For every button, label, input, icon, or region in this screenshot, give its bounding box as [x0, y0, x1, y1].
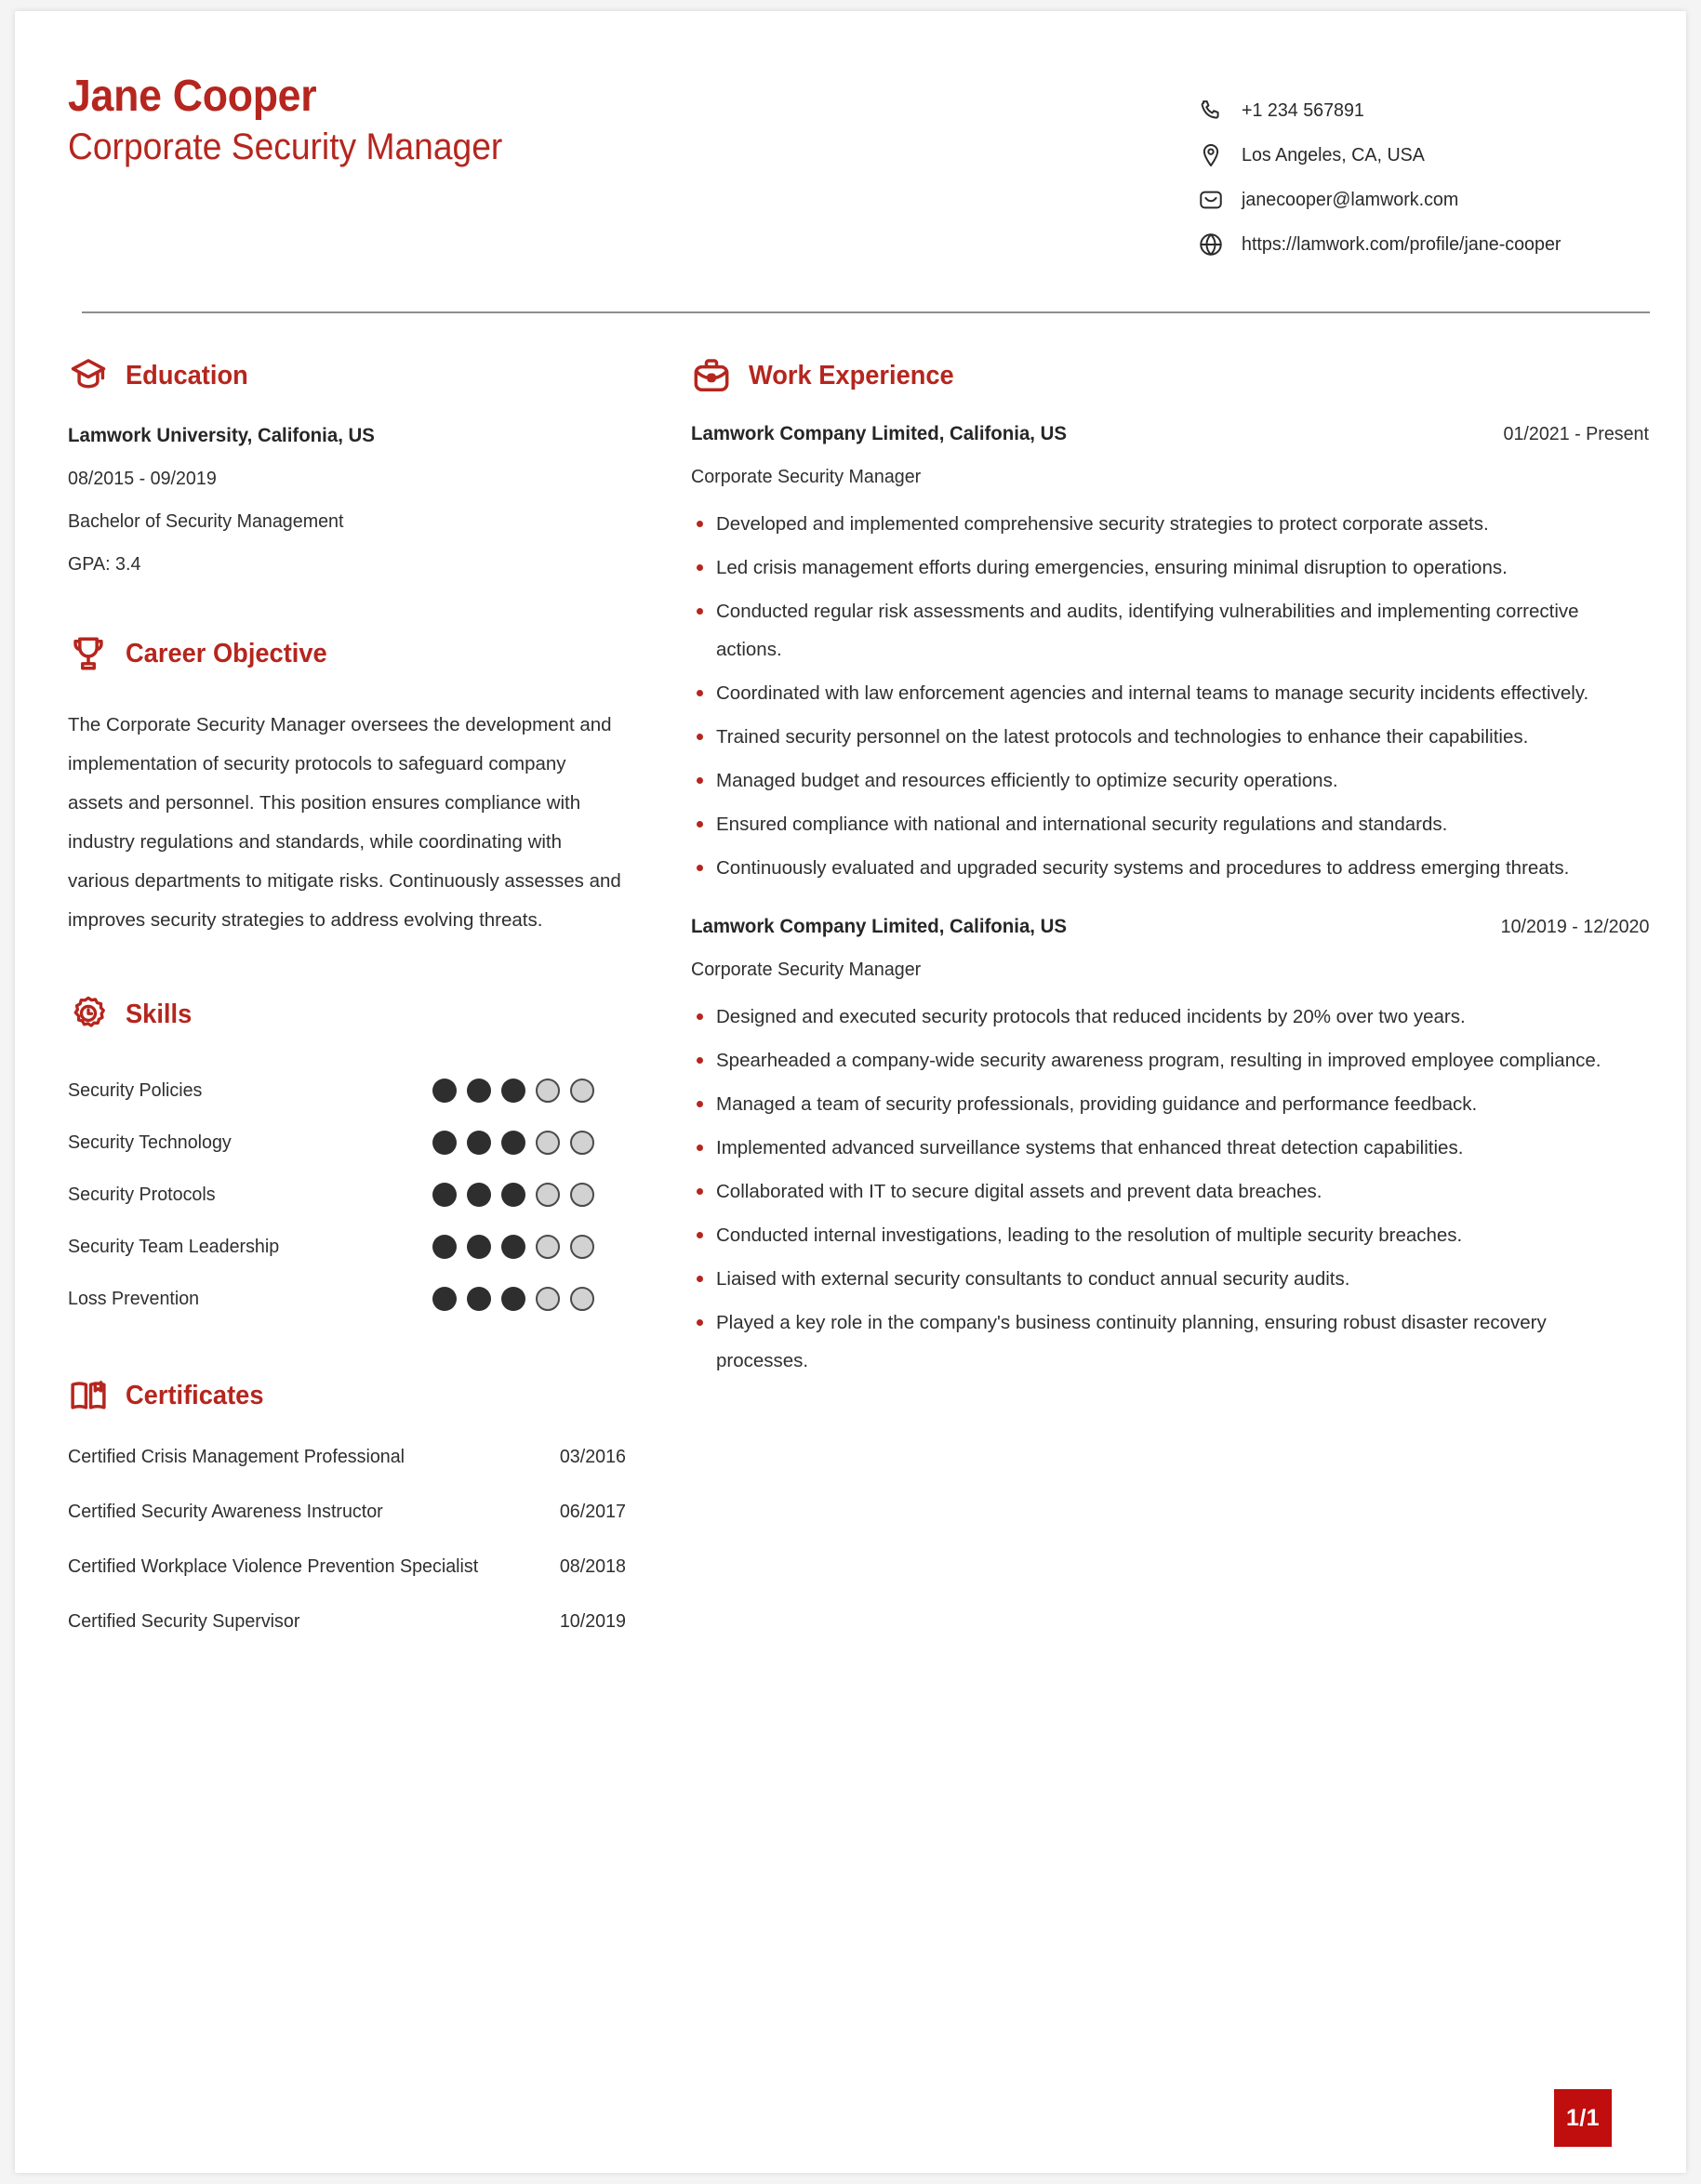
experience-bullet: Liaised with external security consultants to conduct annual security audits. [691, 1260, 1630, 1298]
experience-company: Lamwork Company Limited, Califonia, US [691, 422, 1068, 444]
section-objective-header [68, 631, 645, 676]
skill-name: Security Protocols [68, 1184, 216, 1206]
contact-email-text: janecooper@lamwork.com [1242, 189, 1459, 210]
certificates-list [68, 1446, 645, 1665]
contact-phone[interactable] [1198, 97, 1575, 125]
skill-rating [432, 1235, 594, 1259]
skill-rating [432, 1131, 594, 1155]
education-entry [68, 424, 645, 576]
experience-bullet: Coordinated with law enforcement agencies and internal teams to manage security incidents effectively. [691, 674, 1630, 712]
rating-dot-empty [536, 1131, 560, 1155]
rating-dot-filled [432, 1183, 457, 1207]
experience-bullet: Led crisis management efforts during emergencies, ensuring minimal disruption to operations. [691, 549, 1630, 587]
section-experience-title: Work Experience [749, 360, 954, 390]
header-job-title: Corporate Security Manager [68, 126, 503, 167]
experience-entry-header [691, 422, 1649, 445]
globe-icon [1198, 232, 1224, 258]
section-certificates-header [68, 1373, 645, 1418]
experience-dates: 10/2019 - 12/2020 [1500, 916, 1649, 937]
skills-list [68, 1065, 645, 1325]
certificate-row [68, 1555, 626, 1610]
rating-dot-filled [467, 1183, 491, 1207]
experience-bullet: Played a key role in the company's business continuity planning, ensuring robust disaster recovery processes. [691, 1304, 1630, 1380]
rating-dot-empty [536, 1079, 560, 1103]
rating-dot-filled [501, 1287, 525, 1311]
rating-dot-filled [432, 1079, 457, 1103]
experience-company: Lamwork Company Limited, Califonia, US [691, 915, 1068, 937]
education-degree: Bachelor of Security Management [68, 510, 344, 532]
experience-bullet: Designed and executed security protocols that reduced incidents by 20% over two years. [691, 998, 1630, 1036]
experience-list [691, 422, 1649, 1380]
rating-dot-empty [570, 1235, 594, 1259]
section-certificates-title: Certificates [126, 1380, 264, 1410]
certificate-name: Certified Security Awareness Instructor [68, 1501, 383, 1523]
skill-row [68, 1117, 626, 1169]
education-gpa: GPA: 3.4 [68, 553, 141, 575]
education-dates: 08/2015 - 09/2019 [68, 468, 217, 489]
email-icon [1198, 187, 1224, 213]
resume-page [15, 11, 1686, 2173]
certificate-date: 10/2019 [559, 1610, 626, 1633]
skill-name: Security Technology [68, 1132, 232, 1154]
phone-icon [1198, 98, 1224, 124]
experience-bullet: Collaborated with IT to secure digital assets and prevent data breaches. [691, 1172, 1630, 1211]
rating-dot-empty [570, 1183, 594, 1207]
rating-dot-empty [536, 1235, 560, 1259]
experience-dates: 01/2021 - Present [1503, 423, 1649, 444]
experience-role: Corporate Security Manager [691, 959, 922, 980]
skill-rating [432, 1079, 594, 1103]
contact-website[interactable] [1198, 231, 1575, 258]
resume-header [15, 11, 1686, 313]
section-education-title: Education [126, 360, 248, 390]
skill-row [68, 1221, 626, 1273]
experience-bullet: Managed a team of security professionals, providing guidance and performance feedback. [691, 1085, 1630, 1123]
education-school: Lamwork University, Califonia, US [68, 424, 375, 446]
rating-dot-empty [570, 1287, 594, 1311]
certificate-row [68, 1610, 626, 1665]
skill-rating [432, 1183, 594, 1207]
page-number-label: 1/1 [1566, 2104, 1600, 2131]
rating-dot-empty [570, 1131, 594, 1155]
contact-phone-text: +1 234 567891 [1242, 99, 1364, 121]
experience-bullet: Conducted internal investigations, leading to the resolution of multiple security breaches. [691, 1216, 1630, 1254]
contact-list [1198, 97, 1575, 258]
section-education-header [68, 353, 645, 398]
right-column [691, 353, 1649, 1380]
briefcase-icon [691, 355, 732, 396]
contact-email[interactable] [1198, 186, 1575, 214]
rating-dot-filled [467, 1287, 491, 1311]
section-skills-header [68, 992, 645, 1037]
rating-dot-empty [570, 1079, 594, 1103]
gear-clock-icon [68, 994, 109, 1035]
rating-dot-filled [501, 1079, 525, 1103]
name-block [68, 74, 535, 170]
certificate-row [68, 1446, 626, 1501]
experience-entry-header [691, 915, 1649, 938]
rating-dot-filled [467, 1235, 491, 1259]
certificate-row [68, 1501, 626, 1555]
contact-location-text: Los Angeles, CA, USA [1242, 144, 1425, 165]
experience-bullet: Developed and implemented comprehensive security strategies to protect corporate assets. [691, 505, 1630, 543]
page-title: Jane Cooper [68, 72, 317, 121]
rating-dot-filled [432, 1235, 457, 1259]
rating-dot-filled [467, 1131, 491, 1155]
experience-bullet: Continuously evaluated and upgraded security systems and procedures to address emerging threats. [691, 849, 1630, 887]
rating-dot-empty [536, 1183, 560, 1207]
experience-bullet: Managed budget and resources efficiently to optimize security operations. [691, 761, 1630, 800]
rating-dot-filled [501, 1183, 525, 1207]
rating-dot-filled [467, 1079, 491, 1103]
section-skills-title: Skills [126, 999, 193, 1029]
skill-name: Security Policies [68, 1079, 203, 1102]
skill-row [68, 1169, 626, 1221]
certificate-name: Certified Security Supervisor [68, 1610, 300, 1633]
skill-rating [432, 1287, 594, 1311]
rating-dot-filled [501, 1131, 525, 1155]
experience-bullet: Implemented advanced surveillance systems that enhanced threat detection capabilities. [691, 1129, 1630, 1167]
experience-bullet: Trained security personnel on the latest protocols and technologies to enhance their capabilities. [691, 718, 1630, 756]
skill-row [68, 1273, 626, 1325]
skill-name: Security Team Leadership [68, 1236, 280, 1258]
experience-entry [691, 915, 1649, 1380]
rating-dot-filled [432, 1287, 457, 1311]
open-book-icon [68, 1375, 109, 1416]
section-objective-title: Career Objective [126, 638, 327, 668]
header-divider [82, 311, 1650, 313]
certificate-date: 03/2016 [559, 1446, 626, 1468]
certificate-date: 06/2017 [559, 1501, 626, 1523]
graduation-cap-icon [68, 355, 109, 396]
contact-location[interactable] [1198, 141, 1575, 169]
career-objective-text: The Corporate Security Manager oversees the development and implementation of security protocols to safeguard company assets and personnel. This position ensures compliance with industry regulations and standards, while coordinating with various departments to mitigate risks. Continuously assesses and improves security strategies to address evolving threats. [68, 714, 621, 932]
rating-dot-filled [501, 1235, 525, 1259]
certificate-name: Certified Crisis Management Professional [68, 1446, 405, 1468]
experience-bullets [691, 998, 1630, 1380]
skill-name: Loss Prevention [68, 1288, 200, 1310]
page-number-badge [1554, 2089, 1612, 2147]
section-experience-header [691, 353, 1649, 398]
rating-dot-filled [432, 1131, 457, 1155]
experience-entry [691, 422, 1649, 887]
rating-dot-empty [536, 1287, 560, 1311]
left-column [68, 353, 645, 1665]
experience-bullets [691, 505, 1630, 887]
certificate-date: 08/2018 [559, 1555, 626, 1578]
experience-bullet: Conducted regular risk assessments and audits, identifying vulnerabilities and implementing corrective actions. [691, 592, 1630, 668]
experience-role: Corporate Security Manager [691, 466, 922, 487]
skill-row [68, 1065, 626, 1117]
trophy-icon [68, 633, 109, 674]
location-icon [1198, 142, 1224, 168]
contact-website-text: https://lamwork.com/profile/jane-cooper [1242, 233, 1561, 255]
experience-bullet: Spearheaded a company-wide security awareness program, resulting in improved employee compliance. [691, 1041, 1630, 1079]
experience-bullet: Ensured compliance with national and international security regulations and standards. [691, 805, 1630, 843]
certificate-name: Certified Workplace Violence Prevention Specialist [68, 1555, 479, 1578]
